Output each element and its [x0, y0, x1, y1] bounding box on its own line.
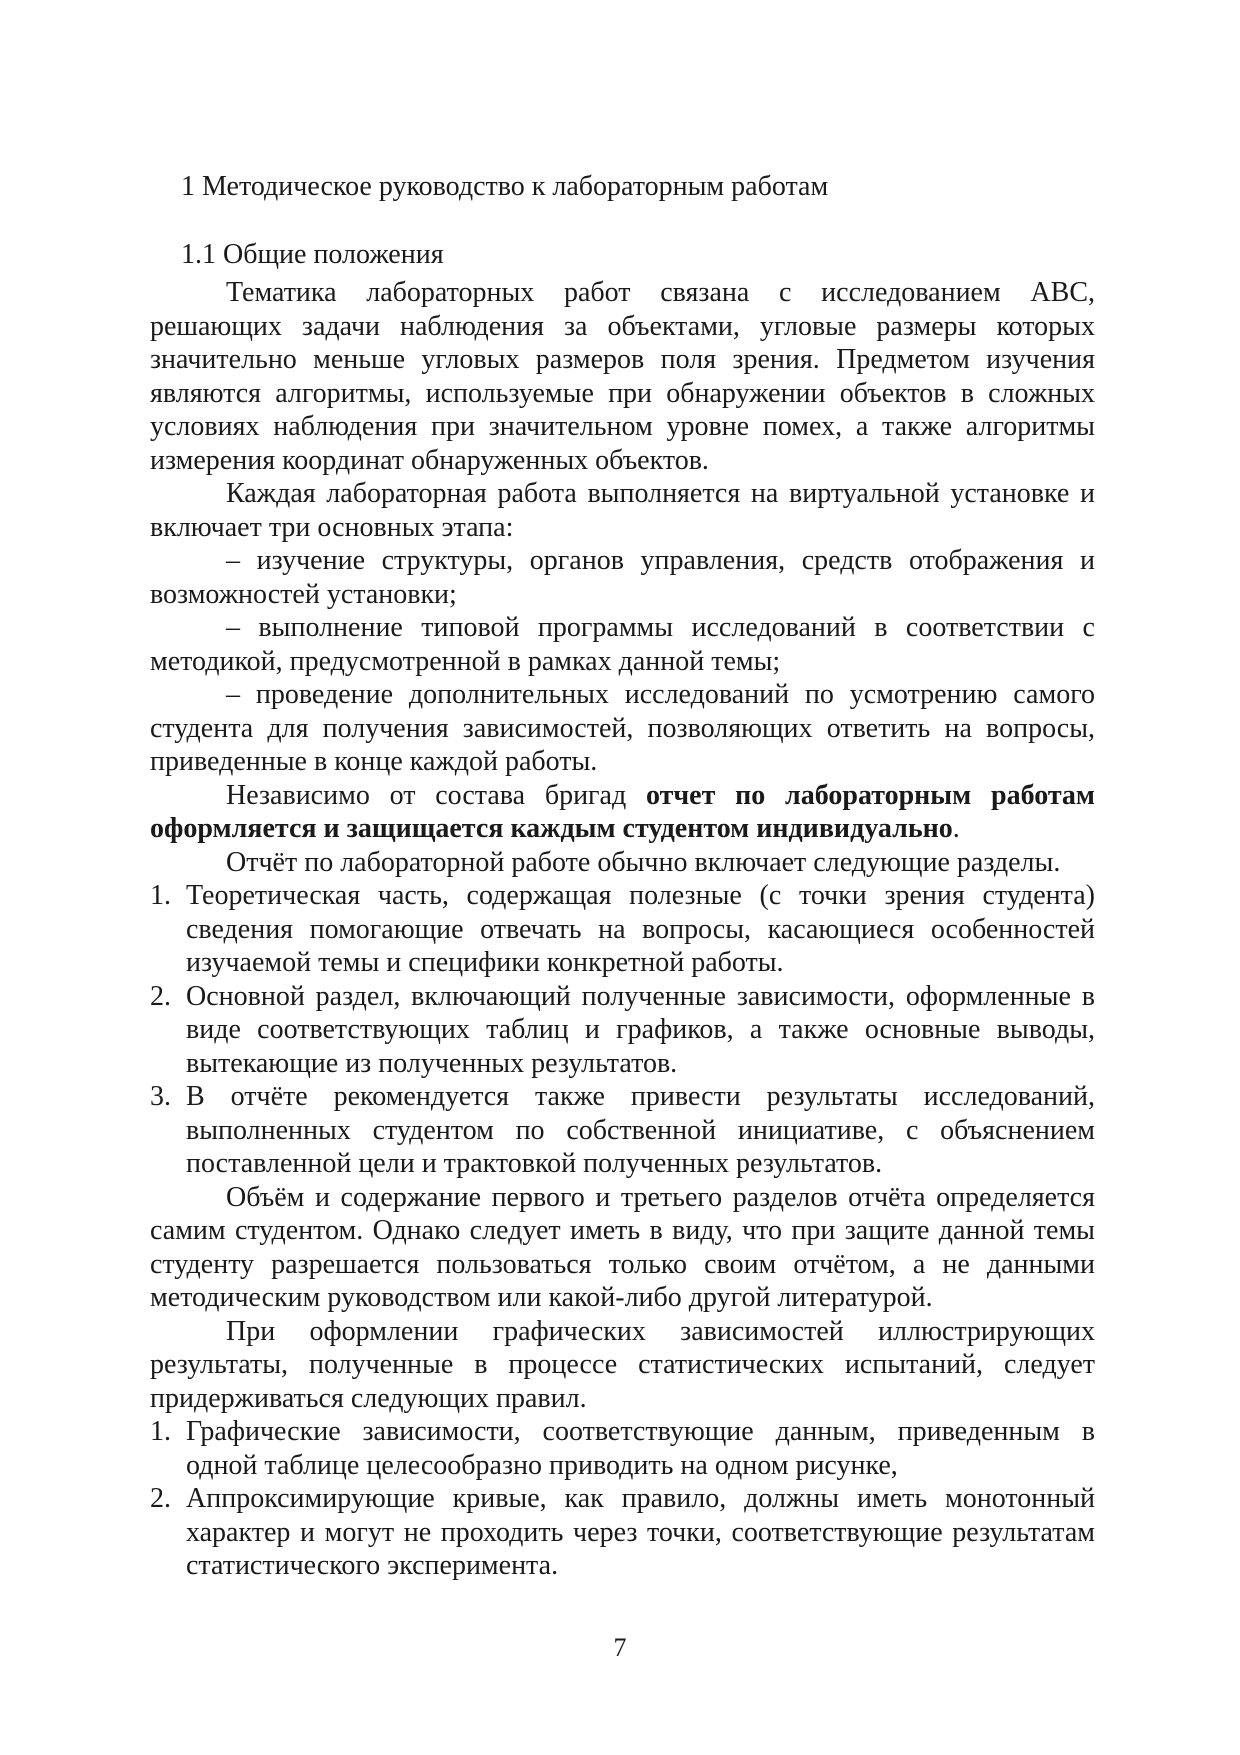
list-text: Аппроксимирующие кривые, как правило, должны иметь монотонный характер и могут не проходить через точки, соответствующие результатам статистического эксперимента.	[186, 1483, 1095, 1581]
page-content	[150, 170, 1095, 1583]
paragraph-report-volume: Объём и содержание первого и третьего разделов отчёта определяется самим студентом. Однако следует иметь в виду, что при защите данной темы студенту разрешается пользоваться только своим отчётом, а не данными методическим руководством или какой-либо другой литературой.	[150, 1181, 1095, 1313]
list-text: Графические зависимости, соответствующие данным, приведенным в одной таблице целесообразно приводить на одном рисунке,	[186, 1416, 1095, 1481]
paragraph-lead: Независимо от состава бригад	[226, 779, 627, 811]
list-number: 2.	[150, 980, 171, 1012]
list-item	[150, 980, 1095, 1081]
subsection-title: 1.1 Общие положения	[181, 238, 444, 270]
paragraph-report-sections-intro: Отчёт по лабораторной работе обычно включает следующие разделы.	[226, 846, 1061, 878]
paragraph-end: .	[952, 813, 960, 844]
graph-rules-list	[150, 1415, 1095, 1583]
page-number: 7	[613, 1633, 627, 1662]
stage-item: – проведение дополнительных исследований по усмотрению самого студента для получения зависимостей, позволяющих ответить на вопросы, приведенные в конце каждой работы.	[150, 679, 1095, 777]
list-text: Основной раздел, включающий полученные зависимости, оформленные в виде соответствующих таблиц и графиков, а также основные выводы, вытекающие из полученных результатов.	[186, 980, 1095, 1079]
list-number: 1.	[150, 880, 171, 911]
list-item	[150, 1080, 1095, 1181]
list-item	[150, 1415, 1095, 1482]
list-text: Теоретическая часть, содержащая полезные (с точки зрения студента) сведения помогающие отвечать на вопросы, касающиеся особенностей изучаемой темы и специфики конкретной работы.	[186, 880, 1095, 978]
emphasis-text: отчет по лабораторным работам оформляется и защищается каждым студентом индивидуально	[150, 779, 1096, 844]
list-number: 3.	[150, 1081, 171, 1112]
stage-item: – выполнение типовой программы исследований в соответствии с методикой, предусмотренной в рамках данной темы;	[150, 612, 1095, 677]
paragraph-stages-intro: Каждая лабораторная работа выполняется на виртуальной установке и включает три основных этапа:	[150, 478, 1095, 543]
list-item	[150, 1482, 1095, 1583]
report-sections-list	[150, 879, 1095, 1181]
list-item	[150, 879, 1095, 980]
list-text: В отчёте рекомендуется также привести результаты исследований, выполненных студентом по собственной инициативе, с объяснением поставленной цели и трактовкой полученных результатов.	[186, 1081, 1095, 1179]
list-number: 2.	[150, 1483, 171, 1514]
section-title: 1 Методическое руководство к лабораторным работам	[181, 171, 829, 202]
stage-item: – изучение структуры, органов управления, средств отображения и возможностей установки;	[150, 545, 1095, 610]
list-number: 1.	[150, 1416, 171, 1447]
paragraph-individual-report	[150, 779, 1095, 846]
paragraph-graph-rules-intro: При оформлении графических зависимостей иллюстрирующих результаты, полученные в процессе статистических испытаний, следует придерживаться следующих правил.	[150, 1315, 1095, 1414]
paragraph-topic: Тематика лабораторных работ связана с исследованием АВС, решающих задачи наблюдения за объектами, угловые размеры которых значительно меньше угловых размеров поля зрения. Предметом изучения являются алгоритмы, используемые при обнаружении объектов в сложных условиях наблюдения при значительном уровне помех, а также алгоритмы измерения координат обнаруженных объектов.	[150, 277, 1095, 476]
